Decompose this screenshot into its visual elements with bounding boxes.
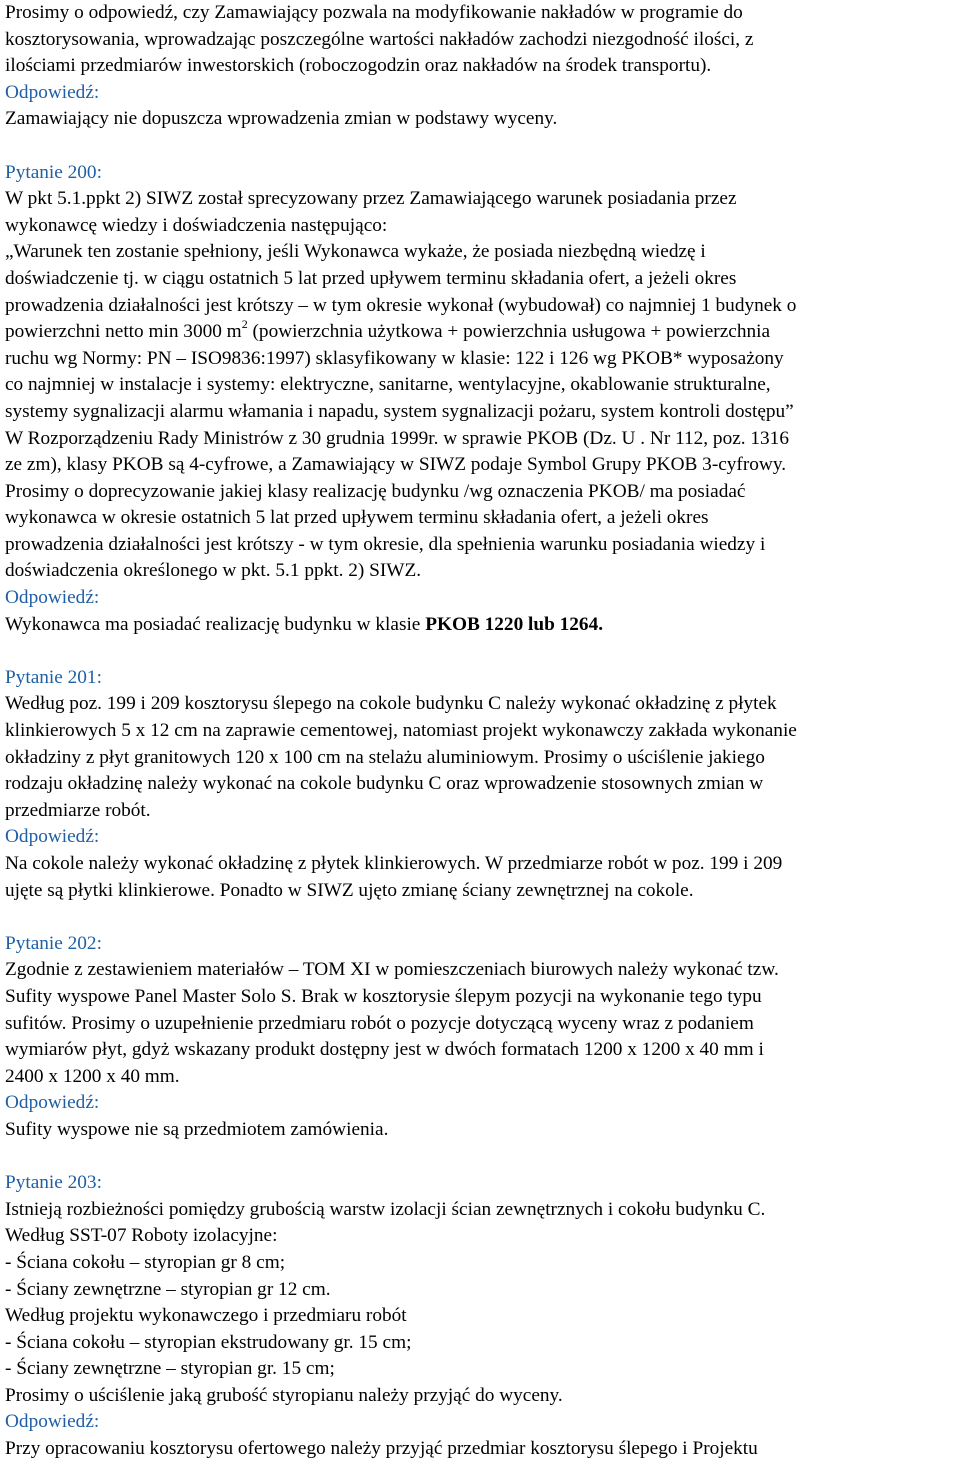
intro-block [5,0,956,133]
answer-line: ujęte są płytki klinkierowe. Ponadto w SIWZ ujęto zmianę ściany zewnętrznej na cokole. [5,879,694,901]
bold-text: PKOB 1220 lub 1264. [425,613,604,635]
text-line: systemy sygnalizacji alarmu włamania i napadu, system sygnalizacji pożaru, system kontroli dostępu” [5,400,794,422]
spacer [5,638,956,665]
text-line: Według poz. 199 i 209 kosztorysu ślepego na cokole budynku C należy wykonać okładzinę z płytek [5,693,777,715]
text-line: ruchu wg Normy: PN – ISO9836:1997) sklasyfikowany w klasie: 122 i 126 wg PKOB* wyposażony [5,347,784,369]
text-line: Sufity wyspowe Panel Master Solo S. Brak w kosztorysie ślepym pozycji na wykonanie tego typu [5,985,762,1007]
text-line: przedmiarze robót. [5,799,151,821]
question-heading: Pytanie 201: [5,666,102,688]
text-line: wymiarów płyt, gdyż wskazany produkt dostępny jest w dwóch formatach 1200 x 1200 x 40 mm i [5,1039,764,1061]
text-fragment: Wykonawca ma posiadać realizację budynku w klasie [5,613,426,635]
answer-label: Odpowiedź: [5,587,100,609]
question-202 [5,931,956,1144]
text-line: - Ściany zewnętrzne – styropian gr. 15 cm; [5,1358,335,1380]
text-line: 2400 x 1200 x 40 mm. [5,1065,180,1087]
spacer [5,904,956,931]
text-line: doświadczenie tj. w ciągu ostatnich 5 lat przed upływem terminu składania ofert, a jeżeli okres [5,267,737,289]
text-line: „Warunek ten zostanie spełniony, jeśli Wykonawca wykaże, że posiada niezbędną wiedzę i [5,241,706,263]
question-200 [5,160,956,639]
question-203 [5,1170,956,1463]
text-line: - Ściana cokołu – styropian gr 8 cm; [5,1251,286,1273]
text-line: wykonawcę wiedzy i doświadczenia następująco: [5,214,388,236]
answer-line [5,612,956,639]
answer-label: Odpowiedź: [5,1092,100,1114]
text-line: - Ściana cokołu – styropian ekstrudowany gr. 15 cm; [5,1331,412,1353]
text-line: Istnieją rozbieżności pomiędzy grubością warstw izolacji ścian zewnętrznych i cokołu budynku C. [5,1198,766,1220]
text-line: klinkierowych 5 x 12 cm na zaprawie cementowej, natomiast projekt wykonawczy zakłada wykonanie [5,720,797,742]
answer-line: Na cokole należy wykonać okładzinę z płytek klinkierowych. W przedmiarze robót w poz. 199 i 209 [5,853,783,874]
text-line: prowadzenia działalności jest krótszy - w tym okresie, dla spełnienia warunku posiadania wiedzy i [5,533,766,555]
text-line: co najmniej w instalacje i systemy: elektryczne, sanitarne, wentylacyjne, okablowanie strukturalne, [5,374,771,396]
question-heading: Pytanie 200: [5,161,102,183]
text-line [5,316,956,346]
text-line: W Rozporządzeniu Rady Ministrów z 30 grudnia 1999r. w sprawie PKOB (Dz. U . Nr 112, poz. 1316 [5,427,789,449]
text-line: ilościami przedmiarów inwestorskich (roboczogodzin oraz nakładów na środek transportu). [5,55,712,77]
text-line: Prosimy o uściślenie jaką grubość styropianu należy przyjąć do wyceny. [5,1384,563,1406]
answer-line: Zamawiający nie dopuszcza wprowadzenia zmian w podstawy wyceny. [5,108,558,130]
text-line: doświadczenia określonego w pkt. 5.1 ppkt. 2) SIWZ. [5,560,422,582]
text-fragment: powierzchni netto min 3000 m [5,321,242,343]
answer-label: Odpowiedź: [5,1411,100,1433]
text-line: sufitów. Prosimy o uzupełnienie przedmiaru robót o pozycje dotyczącą wyceny wraz z podaniem [5,1012,754,1034]
text-line: rodzaju okładzinę należy wykonać na cokole budynku C oraz wprowadzenie stosownych zmian w [5,773,764,795]
answer-label: Odpowiedź: [5,81,100,103]
text-line: Według projektu wykonawczego i przedmiaru robót [5,1305,407,1327]
spacer [5,133,956,160]
text-line: ze zm), klasy PKOB są 4-cyfrowe, a Zamawiający w SIWZ podaje Symbol Grupy PKOB 3-cyfrowy. [5,454,787,476]
question-heading: Pytanie 202: [5,932,102,954]
text-line: Prosimy o doprecyzowanie jakiej klasy realizację budynku /wg oznaczenia PKOB/ ma posiadać [5,480,746,502]
answer-line: Sufity wyspowe nie są przedmiotem zamówienia. [5,1118,389,1140]
text-line: Według SST-07 Roboty izolacyjne: [5,1225,278,1247]
text-line: W pkt 5.1.ppkt 2) SIWZ został sprecyzowany przez Zamawiającego warunek posiadania przez [5,188,737,210]
text-line: okładziny z płyt granitowych 120 x 100 cm na stelażu aluminiowym. Prosimy o uściślenie jakiego [5,746,765,768]
answer-line: Przy opracowaniu kosztorysu ofertowego należy przyjąć przedmiar kosztorysu ślepego i Projektu [5,1438,758,1460]
text-line: prowadzenia działalności jest krótszy – w tym okresie wykonał (wybudował) co najmniej 1 budynek o [5,294,797,316]
text-line: wykonawca w okresie ostatnich 5 lat przed upływem terminu składania ofert, a jeżeli okres [5,507,709,529]
text-line: Zgodnie z zestawieniem materiałów – TOM XI w pomieszczeniach biurowych należy wykonać tzw. [5,959,779,981]
text-fragment: (powierzchnia użytkowa + powierzchnia usługowa + powierzchnia [247,321,771,343]
question-201 [5,665,956,904]
question-heading: Pytanie 203: [5,1172,102,1194]
text-line: kosztorysowania, wprowadzając poszczególne wartości nakładów zachodzi niezgodność ilości, z [5,28,754,50]
spacer [5,1144,956,1171]
text-line: Prosimy o odpowiedź, czy Zamawiający pozwala na modyfikowanie nakładów w programie do [5,2,743,23]
answer-label: Odpowiedź: [5,826,100,848]
superscript: 2 [241,316,248,331]
text-line: - Ściany zewnętrzne – styropian gr 12 cm. [5,1278,331,1300]
